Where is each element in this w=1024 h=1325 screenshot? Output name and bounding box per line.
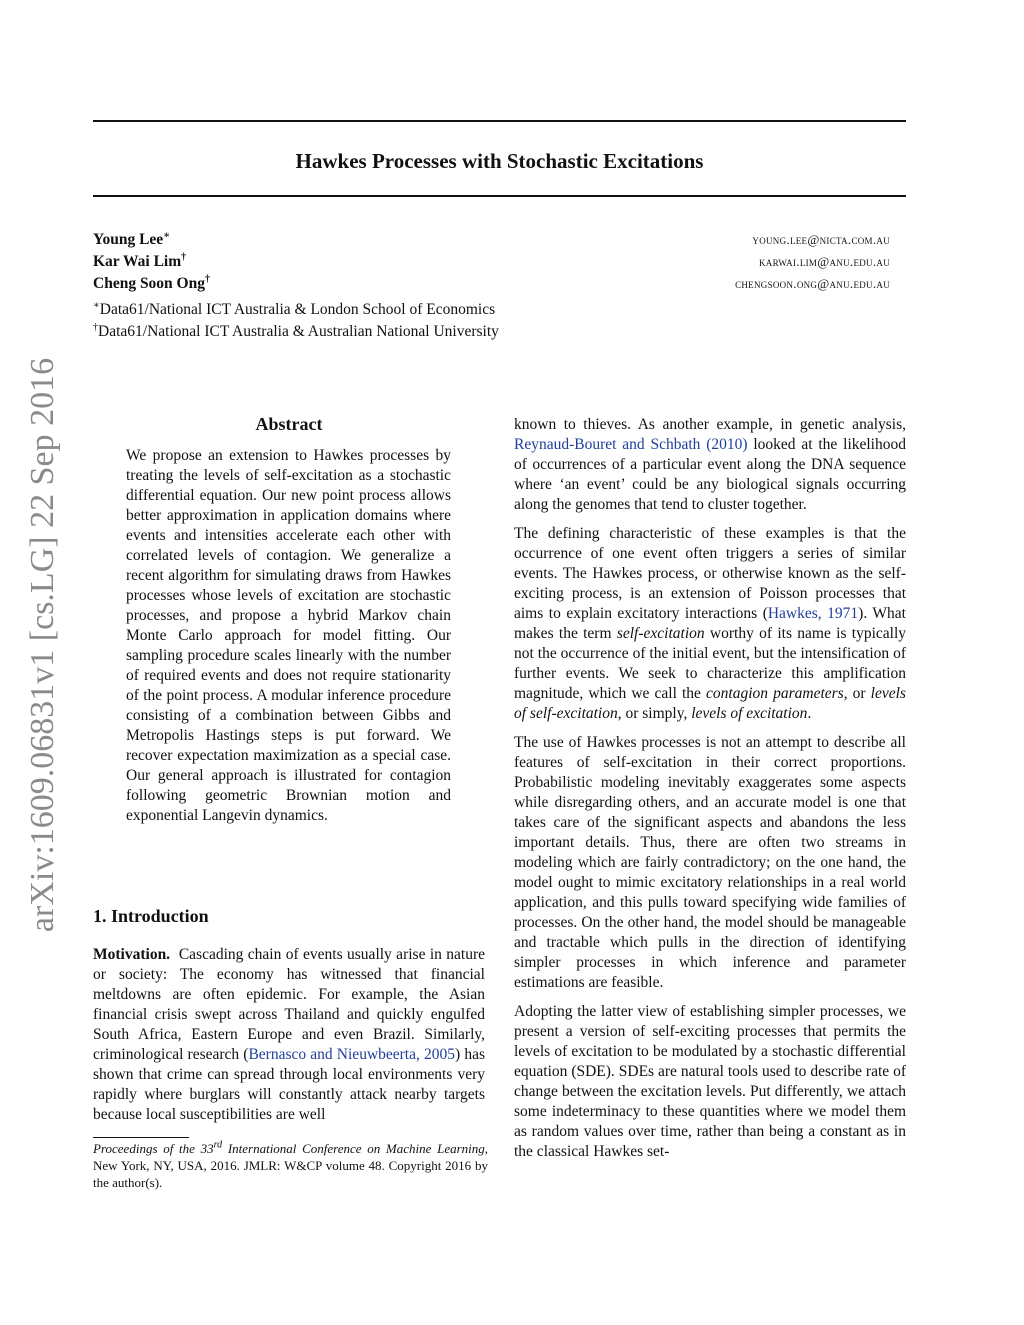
introduction-left-column <box>93 945 485 1125</box>
body-paragraph: Adopting the latter view of establishing simpler processes, we present a version of self-exciting processes that permits the levels of excitation to be modulated by a stochastic differential equation (SDE). SDEs are natural tools used to describe rate of change between the excitation levels. Put differently, we attach some indeterminacy to these quantities where we model them as random values over time, rather than being a constant as in the classical Hawkes set- <box>514 1003 906 1160</box>
footnote: Proceedings of the 33rd International Conference on Machine Learning, New York, NY, USA, 2016. JMLR: W&CP volume 48. Copyright 2016 by the author(s). <box>93 1139 489 1190</box>
paper-title: Hawkes Processes with Stochastic Excitations <box>295 149 704 173</box>
body-paragraph: The defining characteristic of these examples is that the occurrence of one event often triggers a series of similar events. The Hawkes process, or otherwise known as the self-exciting process, is an extension of Poisson processes that aims to explain excitatory interactions (Hawkes, 1971). What makes the term self-excitation worthy of its name is typically not the occurrence of the initial event, but the intensification of further events. We seek to characterize this amplification magnitude, which we call the contagion parameters, or levels of self-excitation, or simply, levels of excitation. <box>514 525 906 722</box>
citation-link[interactable]: Reynaud-Bouret and Schbath (2010) <box>514 436 748 453</box>
affiliation: †Data61/National ICT Australia & Australian National University <box>93 321 499 340</box>
abstract-body <box>126 446 451 826</box>
motivation-paragraph: Motivation. Cascading chain of events usually arise in nature or society: The economy has witnessed that financial meltdowns are often epidemic. For example, the Asian financial crisis swept across Thailand and quickly engulfed South Africa, Eastern Europe and even Brazil. Similarly, criminological research (Bernasco and Nieuwbeerta, 2005) has shown that crime can spread through local environments very rapidly where burglars will constantly attack nearby targets because local susceptibilities are well <box>93 946 485 1123</box>
citation-link[interactable]: Bernasco and Nieuwbeerta, 2005 <box>248 1046 456 1063</box>
body-paragraph: known to thieves. As another example, in genetic analysis, Reynaud-Bouret and Schbath (2010) looked at the likelihood of occurrences of a particular event along the DNA sequence where ‘an event’ could be any biological signals occurring along the genomes that tend to cluster together. <box>514 416 906 513</box>
author-email: karwai.lim@anu.edu.au <box>758 254 890 269</box>
citation-link[interactable]: Hawkes, 1971 <box>767 605 859 622</box>
affiliation: ∗Data61/National ICT Australia & London School of Economics <box>93 299 496 318</box>
author-name: Kar Wai Lim† <box>93 251 187 270</box>
abstract-text: We propose an extension to Hawkes processes by treating the levels of self-excitation as a stochastic differential equation. Our new point process allows better approximation in application domains where events and intensities accelerate each other with correlated levels of contagion. We generalize a recent algorithm for simulating draws from Hawkes processes whose levels of excitation are stochastic processes, and propose a hybrid Markov chain Monte Carlo approach for model fitting. Our sampling procedure scales linearly with the number of required events and does not require stationarity of the point process. A modular inference procedure consisting of a combination between Gibbs and Metropolis Hastings steps is put forward. We recover expectation maximization as a special case. Our general approach is illustrated for contagion following geometric Brownian motion and exponential Langevin dynamics. <box>126 447 451 824</box>
footnote-rule <box>93 1137 189 1138</box>
introduction-right-column <box>514 415 906 1171</box>
author-name: Young Lee∗ <box>93 229 171 248</box>
author-email: chengsoon.ong@anu.edu.au <box>735 276 890 291</box>
author-email: young.lee@nicta.com.au <box>752 232 890 247</box>
author-name: Cheng Soon Ong† <box>93 273 210 292</box>
abstract-heading: Abstract <box>255 414 323 434</box>
title-top-rule <box>93 120 906 122</box>
motivation-label: Motivation. <box>93 946 171 963</box>
body-paragraph: The use of Hawkes processes is not an attempt to describe all features of self-excitation in their correct proportions. Probabilistic modeling inevitably exaggerates some aspects while disregarding others, and an accurate model is one that takes care of the significant aspects and abandons the less important details. Thus, there are often two streams in modeling which are fairly contradictory; on the one hand, the model ought to mimic excitatory relationships in a real world application, and this pulls toward specifying wide families of processes. On the other hand, the model should be manageable and tractable which pulls in the direction of identifying simpler processes in which inference and parameter estimations are feasible. <box>514 734 906 991</box>
title-bottom-rule <box>93 195 906 197</box>
section-heading-introduction: 1. Introduction <box>93 906 209 926</box>
